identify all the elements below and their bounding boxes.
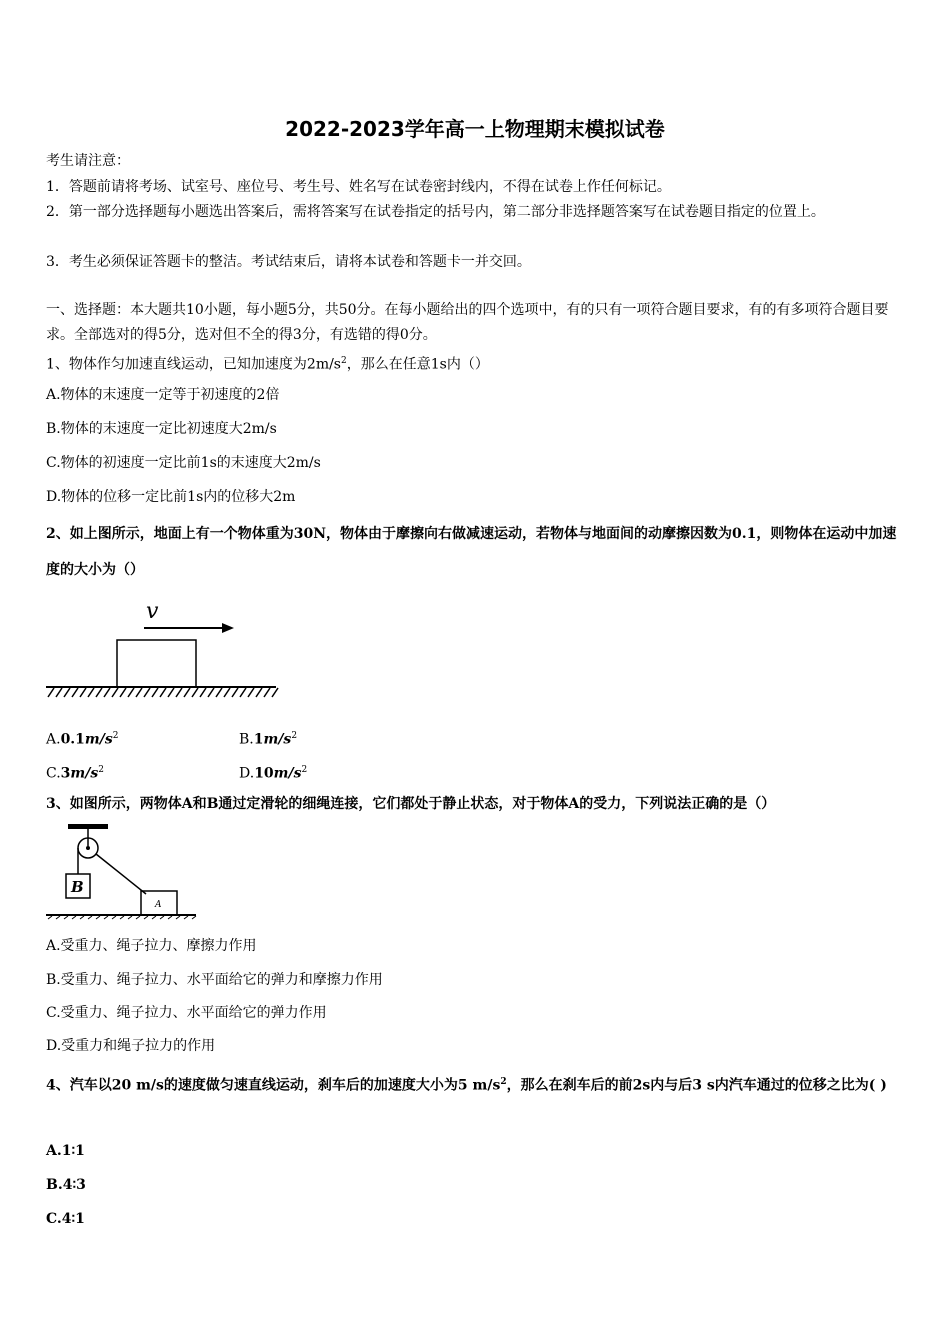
question-3-option-d: D.受重力和绳子拉力的作用 <box>46 1038 216 1054</box>
question-2-option-a: $A.0.1m/s^2$ <box>46 731 119 748</box>
notice-heading: 考生请注意： <box>46 153 130 169</box>
ceiling <box>68 824 108 829</box>
question-1-option-d: D.物体的位移一定比前1s内的位移大2m <box>46 489 296 505</box>
label-b: B <box>71 878 84 896</box>
floor-hatching <box>48 916 196 919</box>
question-4-option-b: B.4∶3 <box>46 1177 86 1193</box>
figure-block-on-ground <box>44 598 284 702</box>
question-3-stem: 3、如图所示，两物体A和B通过定滑轮的细绳连接，它们都处于静止状态，对于物体A的受力，下列说法正确的是（） <box>46 796 776 812</box>
notice-item-2: 2．第一部分选择题每小题选出答案后，需将答案写在试卷指定的括号内，第二部分非选择题答案写在试卷题目指定的位置上。 <box>46 204 825 220</box>
question-1-stem-b: ，那么在任意1s内（） <box>346 356 489 373</box>
notice-item-1: 1．答题前请将考场、试室号、座位号、考生号、姓名写在试卷密封线内，不得在试卷上作任何标记。 <box>46 179 671 195</box>
label-a: A <box>155 900 162 910</box>
pulley-axle <box>86 846 90 850</box>
question-2-option-c: $C.3m/s^2$ <box>46 765 104 782</box>
question-3-option-a: A.受重力、绳子拉力、摩擦力作用 <box>46 938 257 954</box>
page-title: 2022-2023学年高一上物理期末模拟试卷 <box>285 117 665 141</box>
question-1-stem <box>46 352 906 374</box>
question-1-stem-a: 1、物体作匀加速直线运动，已知加速度为2m/s <box>46 356 341 373</box>
question-2-option-b: $B.1m/s^2$ <box>239 731 298 748</box>
block <box>117 640 196 687</box>
question-3-option-c: C.受重力、绳子拉力、水平面给它的弹力作用 <box>46 1005 327 1021</box>
question-4-stem: 4、汽车以20 m/s的速度做匀速直线运动，刹车后的加速度大小为5 $m/s^2$，那么在刹车后的前2s内与后3 s内汽车通过的位移之比为( ) <box>46 1077 887 1094</box>
notice-item-3: 3．考生必须保证答题卡的整洁。考试结束后，请将本试卷和答题卡一并交回。 <box>46 254 531 270</box>
velocity-arrowhead <box>222 623 234 633</box>
figure-pulley <box>44 824 204 920</box>
question-4-option-a: A.1∶1 <box>46 1143 85 1159</box>
question-4-option-c: C.4∶1 <box>46 1211 85 1227</box>
question-1-option-b: B.物体的末速度一定比初速度大2m/s <box>46 421 277 437</box>
question-1-stem-sup: 2 <box>341 356 347 366</box>
rope-to-a <box>96 854 146 894</box>
question-2-option-d: $D.10m/s^2$ <box>239 765 308 782</box>
question-1-option-c: C.物体的初速度一定比前1s的末速度大2m/s <box>46 455 321 471</box>
question-1-option-a: A.物体的末速度一定等于初速度的2倍 <box>46 387 280 403</box>
velocity-label: v <box>146 599 159 624</box>
question-3-option-b: B.受重力、绳子拉力、水平面给它的弹力和摩擦力作用 <box>46 972 383 988</box>
question-2-stem: 2、如上图所示，地面上有一个物体重为30N，物体由于摩擦向右做减速运动，若物体与地面间的动摩擦因数为0.1，则物体在运动中加速度的大小为（） <box>46 526 897 578</box>
ground-hatching <box>48 688 278 697</box>
section-intro: 一、选择题：本大题共10小题，每小题5分，共50分。在每小题给出的四个选项中，有的只有一项符合题目要求，有的有多项符合题目要求。全部选对的得5分，选对但不全的得3分，有选错的得0分。 <box>46 302 889 343</box>
